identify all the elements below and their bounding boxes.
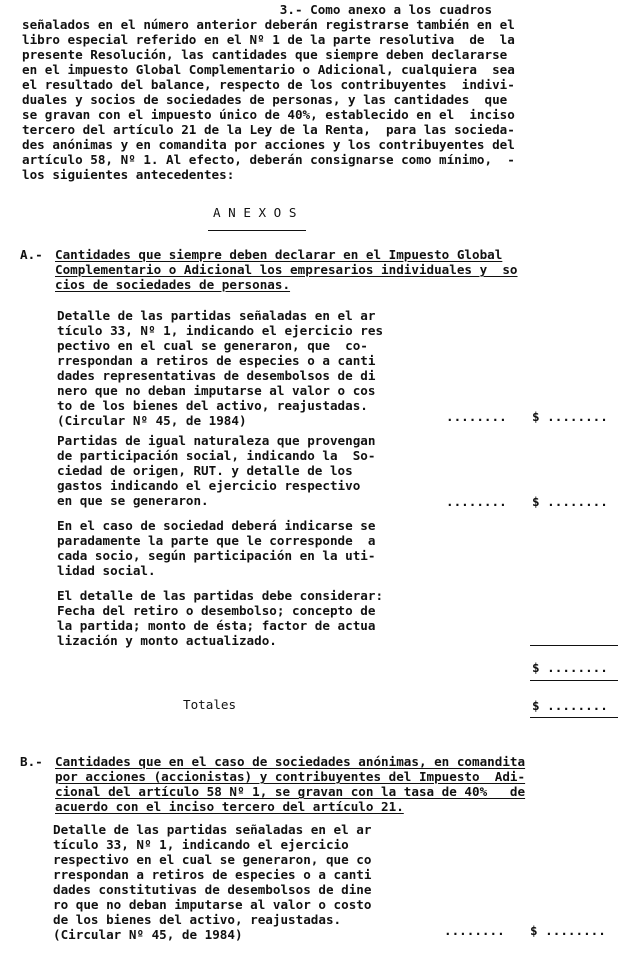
text-line: (Circular Nº 45, de 1984): [53, 927, 243, 942]
text-line: rrespondan a retiros de especies o a canti: [57, 353, 376, 368]
section-title-line: Cantidades que en el caso de sociedades anónimas, en comandita: [55, 754, 526, 769]
amount-placeholder: $ ........: [532, 698, 608, 713]
text-line: Detalle de las partidas señaladas en el ar: [57, 308, 376, 323]
text-line: des anónimas y en comandita por acciones y los contribuyentes del: [22, 137, 515, 152]
section-title-line: acuerdo con el inciso tercero del artículo 21.: [55, 799, 404, 814]
section-title-line: por acciones (accionistas) y contribuyentes del Impuesto Adi-: [55, 769, 526, 784]
text-line: de participación social, indicando la So-: [57, 448, 376, 463]
subtotal-rule: [530, 680, 618, 681]
text-line: en que se generaron.: [57, 493, 209, 508]
text-line: duales y socios de sociedades de personas, y las cantidades que: [22, 92, 508, 107]
text-line: en el impuesto Global Complementario o Adicional, cualquiera sea: [22, 62, 515, 77]
text-line: gastos indicando el ejercicio respectivo: [57, 478, 361, 493]
totals-label: Totales: [183, 697, 237, 712]
text-line: nero que no deban imputarse al valor o cos: [57, 383, 376, 398]
totals-rule: [530, 717, 618, 718]
text-line: pectivo en el cual se generaron, que co-: [57, 338, 368, 353]
text-line: tículo 33, Nº 1, indicando el ejercicio res: [57, 323, 384, 338]
text-line: cada socio, según participación en la uti-: [57, 548, 376, 563]
text-line: ciedad de origen, RUT. y detalle de los: [57, 463, 353, 478]
text-line: libro especial referido en el Nº 1 de la parte resolutiva de la: [22, 32, 515, 47]
text-line: dades constitutivas de desembolsos de dine: [53, 882, 372, 897]
dot-leader: ........: [444, 923, 505, 938]
text-line: to de los bienes del activo, reajustadas.: [57, 398, 368, 413]
text-line: la partida; monto de ésta; factor de actua: [57, 618, 376, 633]
text-line: respectivo en el cual se generaron, que co: [53, 852, 372, 867]
text-line: los siguientes antecedentes:: [22, 167, 235, 182]
text-line: Fecha del retiro o desembolso; concepto de: [57, 603, 376, 618]
section-title-line: Complementario o Adicional los empresarios individuales y so: [55, 262, 518, 277]
section-title-line: cios de sociedades de personas.: [55, 277, 291, 292]
text-line: el resultado del balance, respecto de los contribuyentes indivi-: [22, 77, 515, 92]
text-line: lización y monto actualizado.: [57, 633, 277, 648]
text-line: rrespondan a retiros de especies o a canti: [53, 867, 372, 882]
dot-leader: ........: [446, 494, 507, 509]
amount-placeholder: $ ........: [532, 660, 608, 675]
text-line: artículo 58, Nº 1. Al efecto, deberán consignarse como mínimo, -: [22, 152, 515, 167]
text-line: presente Resolución, las cantidades que siempre deben declararse: [22, 47, 508, 62]
text-line: señalados en el número anterior deberán registrarse también en el: [22, 17, 515, 32]
amount-placeholder: $ ........: [530, 923, 606, 938]
text-line: 3.- Como anexo a los cuadros: [22, 2, 493, 17]
text-line: lidad social.: [57, 563, 156, 578]
amount-placeholder: $ ........: [532, 409, 608, 424]
text-line: tículo 33, Nº 1, indicando el ejercicio: [53, 837, 349, 852]
text-line: El detalle de las partidas debe considerar:: [57, 588, 384, 603]
text-line: (Circular Nº 45, de 1984): [57, 413, 247, 428]
heading-underline: [208, 230, 306, 231]
text-line: ro que no deban imputarse al valor o costo: [53, 897, 372, 912]
text-line: paradamente la parte que le corresponde a: [57, 533, 376, 548]
section-title-line: Cantidades que siempre deben declarar en el Impuesto Global: [55, 247, 503, 262]
section-letter: B.-: [20, 754, 43, 769]
text-line: En el caso de sociedad deberá indicarse se: [57, 518, 376, 533]
text-line: se gravan con el impuesto único de 40%, establecido en el inciso: [22, 107, 515, 122]
section-letter: A.-: [20, 247, 43, 262]
anexos-heading: A N E X O S: [213, 205, 297, 220]
dot-leader: ........: [446, 409, 507, 424]
section-title-line: cional del artículo 58 Nº 1, se gravan con la tasa de 40% de: [55, 784, 526, 799]
amount-placeholder: $ ........: [532, 494, 608, 509]
text-line: tercero del artículo 21 de la Ley de la Renta, para las socieda-: [22, 122, 515, 137]
text-line: de los bienes del activo, reajustadas.: [53, 912, 342, 927]
text-line: Detalle de las partidas señaladas en el ar: [53, 822, 372, 837]
subtotal-rule: [530, 645, 618, 646]
text-line: dades representativas de desembolsos de di: [57, 368, 376, 383]
text-line: Partidas de igual naturaleza que provengan: [57, 433, 376, 448]
